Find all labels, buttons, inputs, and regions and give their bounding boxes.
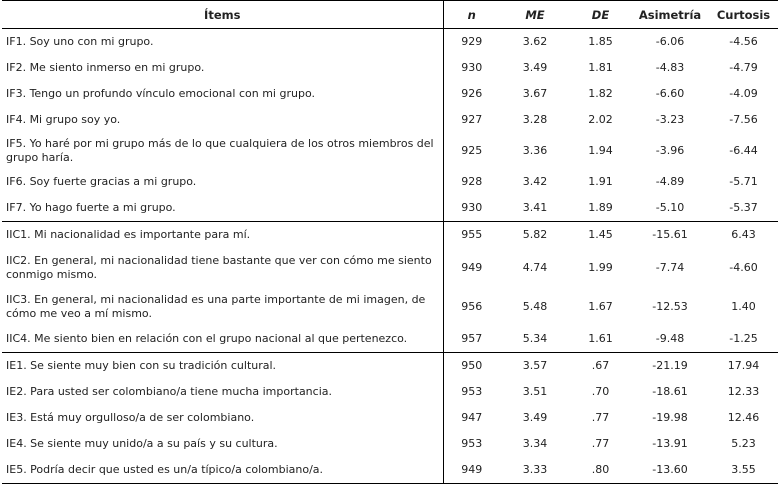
cell-de: .77 xyxy=(591,411,610,424)
cell-asimetria: -4.83 xyxy=(655,61,685,74)
cell-me: 5.82 xyxy=(500,222,570,249)
cell-me: 5.48 xyxy=(522,299,548,313)
cell-me: 3.33 xyxy=(500,457,570,484)
cell-n: 956 xyxy=(443,287,500,326)
table-row xyxy=(2,287,778,326)
cell-de: 1.81 xyxy=(588,61,613,74)
header-items: Ítems xyxy=(2,1,443,29)
item-text: IF7. Yo hago fuerte a mi grupo. xyxy=(6,201,176,214)
cell-curtosis: -1.25 xyxy=(729,332,758,345)
cell-de: 1.94 xyxy=(588,144,613,157)
cell-n: 949 xyxy=(443,457,500,484)
cell-n: 928 xyxy=(443,169,500,195)
cell-curtosis: -4.79 xyxy=(729,61,758,74)
table-row xyxy=(2,353,778,380)
cell-n: 957 xyxy=(443,326,500,353)
cell-me: 3.51 xyxy=(522,385,548,398)
cell-de: 1.89 xyxy=(588,201,613,214)
cell-de: .70 xyxy=(591,385,610,398)
item-text: IF4. Mi grupo soy yo. xyxy=(6,113,121,126)
table-row xyxy=(2,81,778,107)
cell-n: 955 xyxy=(443,222,500,249)
cell-de: 1.67 xyxy=(588,299,613,313)
cell-n: 949 xyxy=(443,248,500,287)
cell-de: 1.99 xyxy=(588,260,613,274)
cell-me: 3.67 xyxy=(522,87,548,100)
table-row xyxy=(2,248,778,287)
header-curtosis: Curtosis xyxy=(709,1,778,29)
items-statistics-table xyxy=(2,0,778,484)
item-text: IF3. Tengo un profundo vínculo emocional con mi grupo. xyxy=(6,87,315,100)
item-text: IF5. Yo haré por mi grupo más de lo que cualquiera de los otros miembros del grupo haría. xyxy=(6,137,434,164)
cell-asimetria: -6.60 xyxy=(655,87,685,100)
table-row xyxy=(2,169,778,195)
cell-curtosis: -4.60 xyxy=(729,260,758,274)
cell-de: 1.85 xyxy=(588,35,613,48)
item-text: IIC1. Mi nacionalidad es importante para mí. xyxy=(2,222,443,249)
cell-curtosis: -7.56 xyxy=(729,113,758,126)
table-row xyxy=(2,457,778,484)
cell-asimetria: -4.89 xyxy=(655,175,685,188)
header-asimetria: Asimetría xyxy=(631,1,709,29)
cell-me: 3.49 xyxy=(522,411,548,424)
cell-asimetria: -13.91 xyxy=(652,437,688,450)
header-n: n xyxy=(443,1,500,29)
table-row xyxy=(2,107,778,133)
table-row xyxy=(2,195,778,222)
cell-de: .80 xyxy=(570,457,631,484)
cell-asimetria: -5.10 xyxy=(655,201,685,214)
cell-me: 3.62 xyxy=(522,35,548,48)
cell-me: 3.41 xyxy=(522,201,548,214)
cell-me: 3.42 xyxy=(522,175,548,188)
cell-n: 953 xyxy=(443,431,500,457)
item-text: IE5. Podría decir que usted es un/a típico/a colombiano/a. xyxy=(2,457,443,484)
table-row xyxy=(2,133,778,169)
cell-asimetria: -3.23 xyxy=(655,113,685,126)
cell-n: 929 xyxy=(443,29,500,56)
item-text: IIC2. En general, mi nacionalidad tiene bastante que ver con cómo me siento conmigo mismo. xyxy=(6,253,432,281)
cell-curtosis: 12.33 xyxy=(727,385,760,398)
cell-me: 3.36 xyxy=(522,144,548,157)
cell-me: 3.28 xyxy=(522,113,548,126)
table-row xyxy=(2,405,778,431)
cell-de: .67 xyxy=(570,353,631,380)
cell-curtosis: 1.40 xyxy=(731,299,756,313)
item-text: IIC3. En general, mi nacionalidad es una parte importante de mi imagen, de cómo me veo a mí mismo. xyxy=(6,292,426,320)
cell-asimetria: -21.19 xyxy=(631,353,709,380)
item-text: IE4. Se siente muy unido/a a su país y su cultura. xyxy=(6,437,278,450)
cell-n: 930 xyxy=(443,195,500,222)
table-row xyxy=(2,326,778,353)
item-text: IIC4. Me siento bien en relación con el grupo nacional al que pertenezco. xyxy=(6,332,408,345)
item-text: IF2. Me siento inmerso en mi grupo. xyxy=(6,61,205,74)
cell-asimetria: -9.48 xyxy=(655,332,685,345)
cell-me: 5.34 xyxy=(522,332,548,345)
cell-curtosis: 5.23 xyxy=(731,437,756,450)
cell-me: 3.57 xyxy=(500,353,570,380)
cell-me: 4.74 xyxy=(522,260,548,274)
table-row xyxy=(2,222,778,249)
cell-n: 947 xyxy=(443,405,500,431)
table-row xyxy=(2,379,778,405)
cell-n: 926 xyxy=(443,81,500,107)
cell-n: 930 xyxy=(443,55,500,81)
header-de: DE xyxy=(570,1,631,29)
header-me: ME xyxy=(500,1,570,29)
cell-curtosis: 6.43 xyxy=(709,222,778,249)
item-text: IE1. Se siente muy bien con su tradición cultural. xyxy=(2,353,443,380)
cell-de: 1.91 xyxy=(588,175,613,188)
cell-asimetria: -3.96 xyxy=(655,144,685,157)
cell-asimetria: -19.98 xyxy=(652,411,688,424)
table-row xyxy=(2,55,778,81)
cell-curtosis: 17.94 xyxy=(709,353,778,380)
cell-curtosis: -6.44 xyxy=(729,144,758,157)
cell-n: 953 xyxy=(443,379,500,405)
cell-asimetria: -7.74 xyxy=(655,260,685,274)
cell-asimetria: -12.53 xyxy=(652,299,688,313)
table-row xyxy=(2,29,778,56)
cell-curtosis: -4.09 xyxy=(729,87,758,100)
cell-curtosis: -5.71 xyxy=(729,175,758,188)
cell-asimetria: -13.60 xyxy=(631,457,709,484)
cell-asimetria: -6.06 xyxy=(655,35,685,48)
cell-me: 3.49 xyxy=(522,61,548,74)
cell-asimetria: -18.61 xyxy=(652,385,688,398)
cell-n: 950 xyxy=(443,353,500,380)
cell-de: 2.02 xyxy=(588,113,613,126)
table-row xyxy=(2,431,778,457)
cell-me: 3.34 xyxy=(522,437,548,450)
cell-de: .77 xyxy=(591,437,610,450)
cell-de: 1.61 xyxy=(588,332,613,345)
item-text: IF6. Soy fuerte gracias a mi grupo. xyxy=(6,175,197,188)
cell-curtosis: -4.56 xyxy=(729,35,758,48)
item-text: IE3. Está muy orgulloso/a de ser colombiano. xyxy=(6,411,255,424)
cell-curtosis: 12.46 xyxy=(727,411,760,424)
item-text: IE2. Para usted ser colombiano/a tiene mucha importancia. xyxy=(6,385,332,398)
cell-de: 1.82 xyxy=(588,87,613,100)
cell-asimetria: -15.61 xyxy=(631,222,709,249)
cell-n: 927 xyxy=(443,107,500,133)
cell-curtosis: -5.37 xyxy=(729,201,758,214)
cell-de: 1.45 xyxy=(570,222,631,249)
item-text: IF1. Soy uno con mi grupo. xyxy=(6,35,154,48)
cell-curtosis: 3.55 xyxy=(709,457,778,484)
table-header-row xyxy=(2,1,778,29)
cell-n: 925 xyxy=(443,133,500,169)
